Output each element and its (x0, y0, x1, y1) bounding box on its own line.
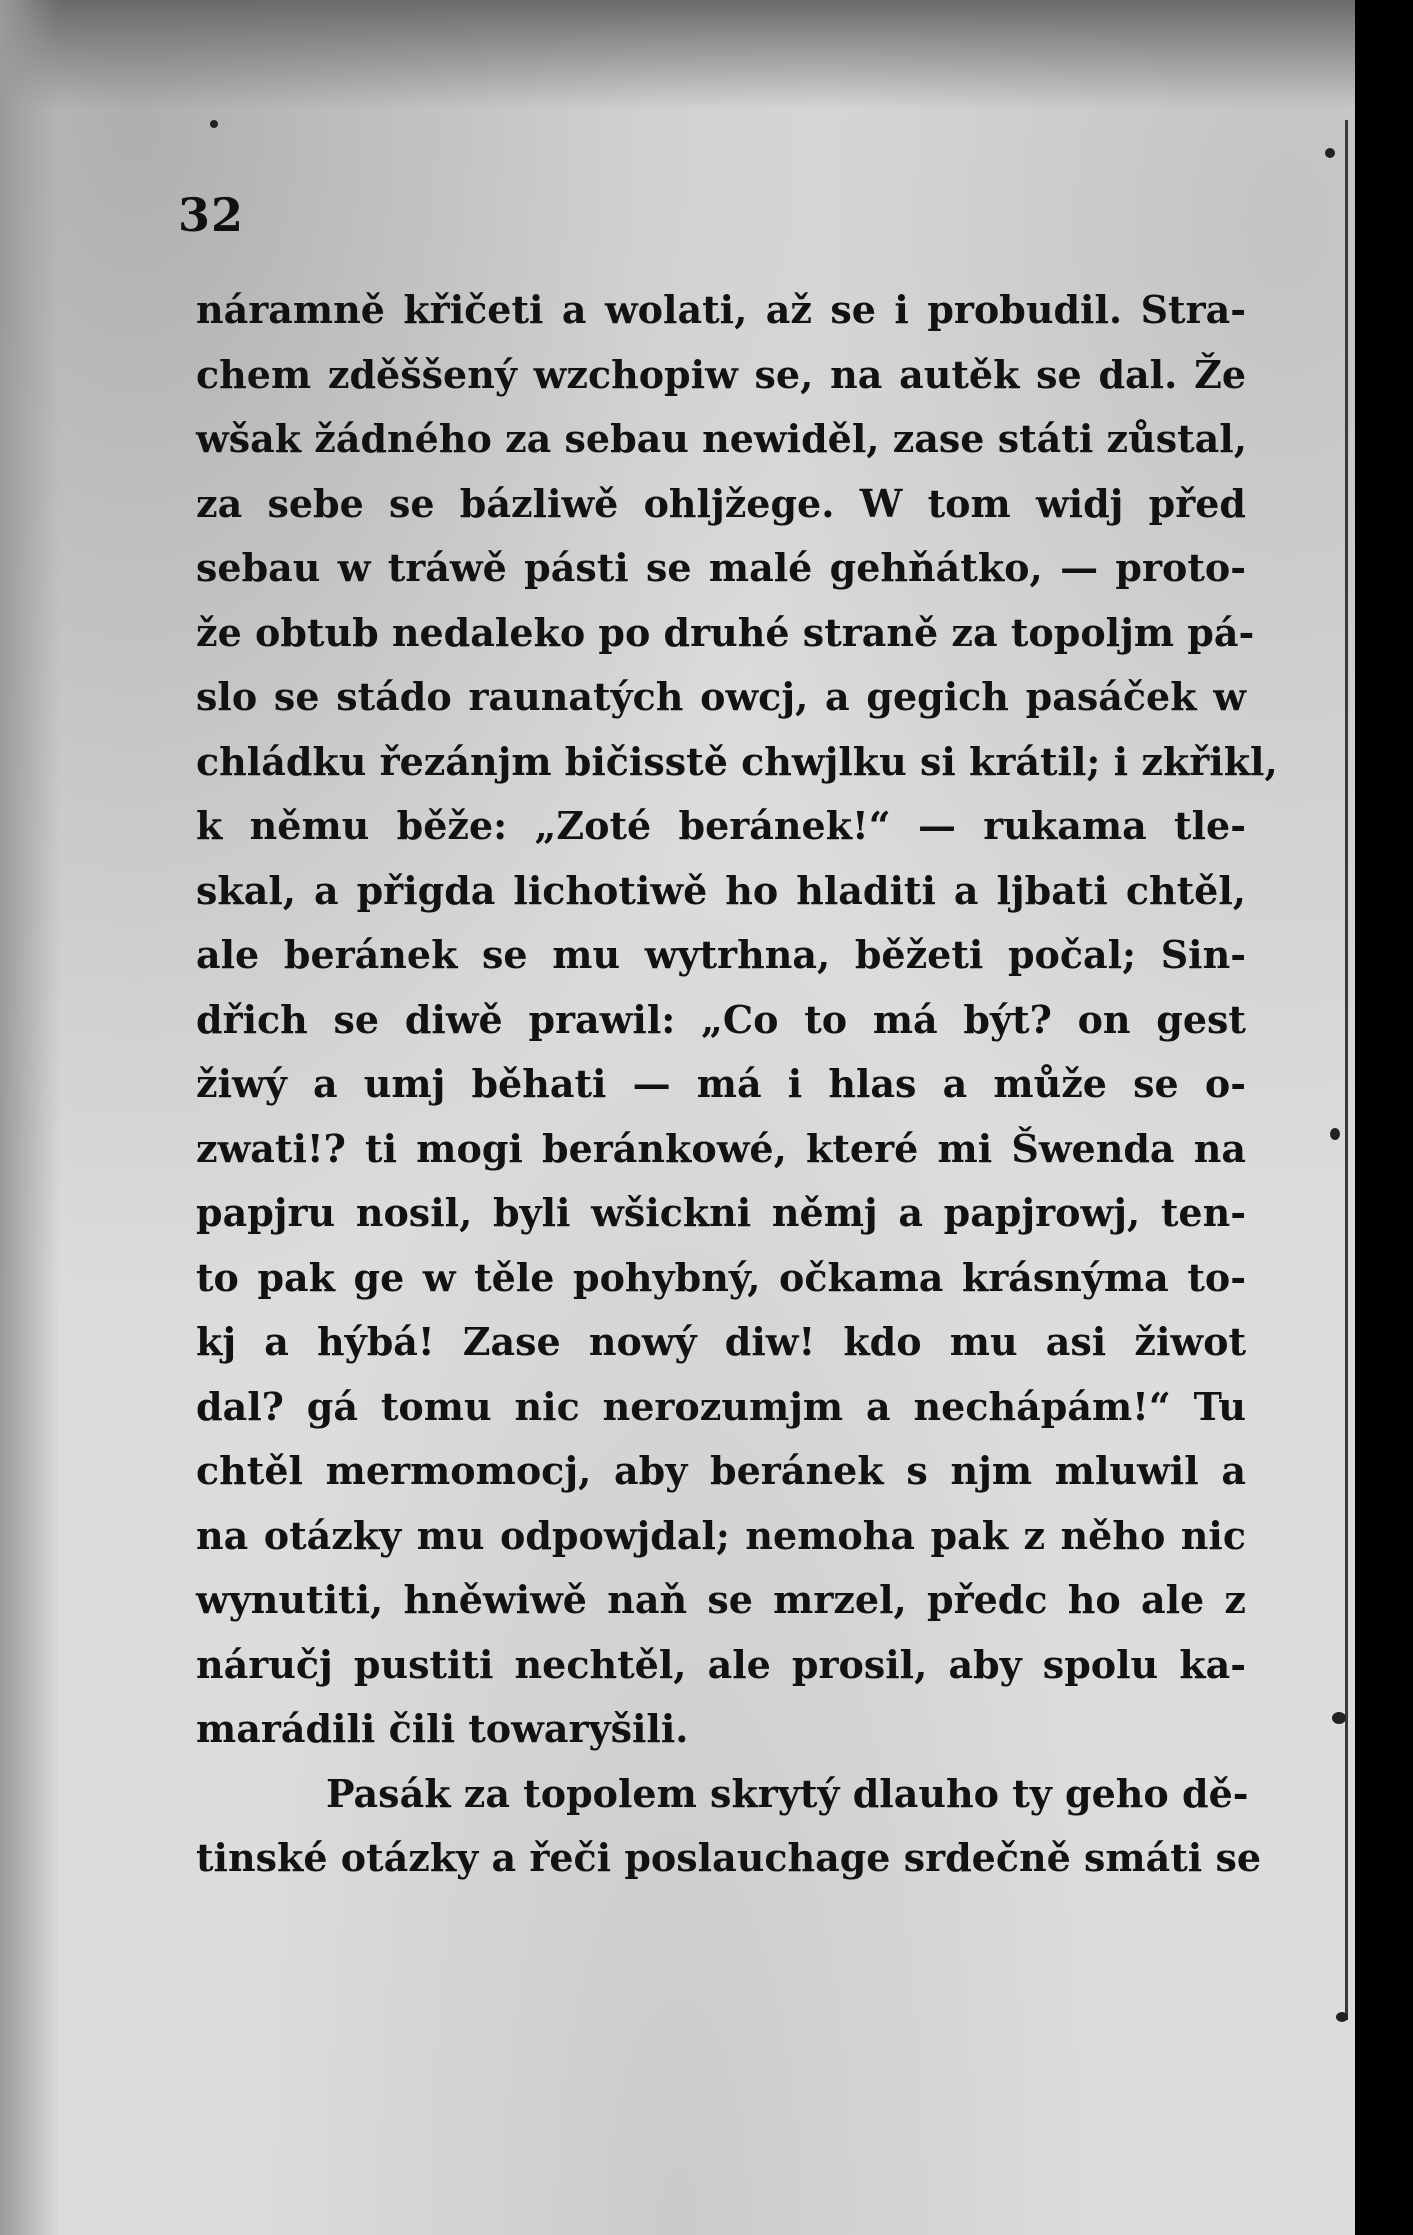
text-line: slo se stádo raunatých owcj, a gegich pasáček w (196, 674, 1246, 719)
text-line: na otázky mu odpowjdal; nemoha pak z něho nic (196, 1512, 1246, 1558)
text-line: tinské otázky a řeči poslauchage srdečně smáti se (196, 1835, 1262, 1880)
text-line: to pak ge w těle pohybný, očkama krásnýma to- (196, 1254, 1246, 1300)
text-line: zwati!? ti mogi beránkowé, které mi Šwenda na (196, 1125, 1246, 1171)
text-line: náručj pustiti nechtěl, ale prosil, aby spolu ka- (196, 1641, 1246, 1687)
scan-speck (210, 120, 218, 128)
scan-speck (1330, 1128, 1340, 1140)
text-line: za sebe se bázliwě ohljžege. W tom widj před (196, 480, 1246, 526)
text-line: k němu běže: „Zoté beránek!“ — rukama tle- (196, 803, 1246, 848)
text-line: ale beránek se mu wytrhna, běžeti počal; Sin- (196, 932, 1246, 977)
text-line: chládku řezánjm bičisstě chwjlku si krátil; i zkřikl, (196, 738, 1278, 784)
scan-shadow-left (0, 0, 60, 2235)
text-line: marádili čili towaryšili. (196, 1706, 689, 1751)
scan-border-right (1355, 0, 1413, 2235)
scan-speck (1325, 148, 1335, 158)
text-line: sebau w tráwě pásti se malé gehňátko, — proto- (196, 545, 1246, 590)
text-line: kj a hýbá! Zase nowý diw! kdo mu asi žiwot (196, 1319, 1246, 1364)
text-line: dal? gá tomu nic nerozumjm a nechápám!“ Tu (196, 1383, 1246, 1429)
text-line: papjru nosil, byli wšickni němj a papjrowj, ten- (196, 1190, 1246, 1235)
body-text (196, 278, 1278, 1891)
text-line: že obtub nedaleko po druhé straně za topoljm pá- (196, 609, 1255, 655)
text-line: Pasák za topolem skrytý dlauho ty geho dě- (326, 1770, 1249, 1816)
page-edge-line (1345, 120, 1348, 2020)
scan-speck (1332, 1712, 1346, 1724)
text-line: žiwý a umj běhati — má i hlas a může se o- (196, 1061, 1246, 1106)
text-line: wšak žádného za sebau newiděl, zase státi zůstal, (196, 416, 1247, 461)
scan-speck (1336, 2012, 1348, 2022)
page-number: 32 (178, 188, 245, 242)
text-line: chtěl mermomocj, aby beránek s njm mluwil a (196, 1448, 1246, 1493)
scan-shadow-top (0, 0, 1355, 110)
text-line: náramně křičeti a wolati, až se i probudil. Stra- (196, 287, 1246, 332)
text-line: wynutiti, hněwiwě naň se mrzel, předc ho ale z (196, 1577, 1246, 1622)
text-line: dřich se diwě prawil: „Co to má být? on gest (196, 996, 1246, 1042)
text-line: skal, a přigda lichotiwě ho hladiti a ljbati chtěl, (196, 867, 1246, 913)
text-line: chem zděššený wzchopiw se, na autěk se dal. Že (196, 351, 1246, 397)
